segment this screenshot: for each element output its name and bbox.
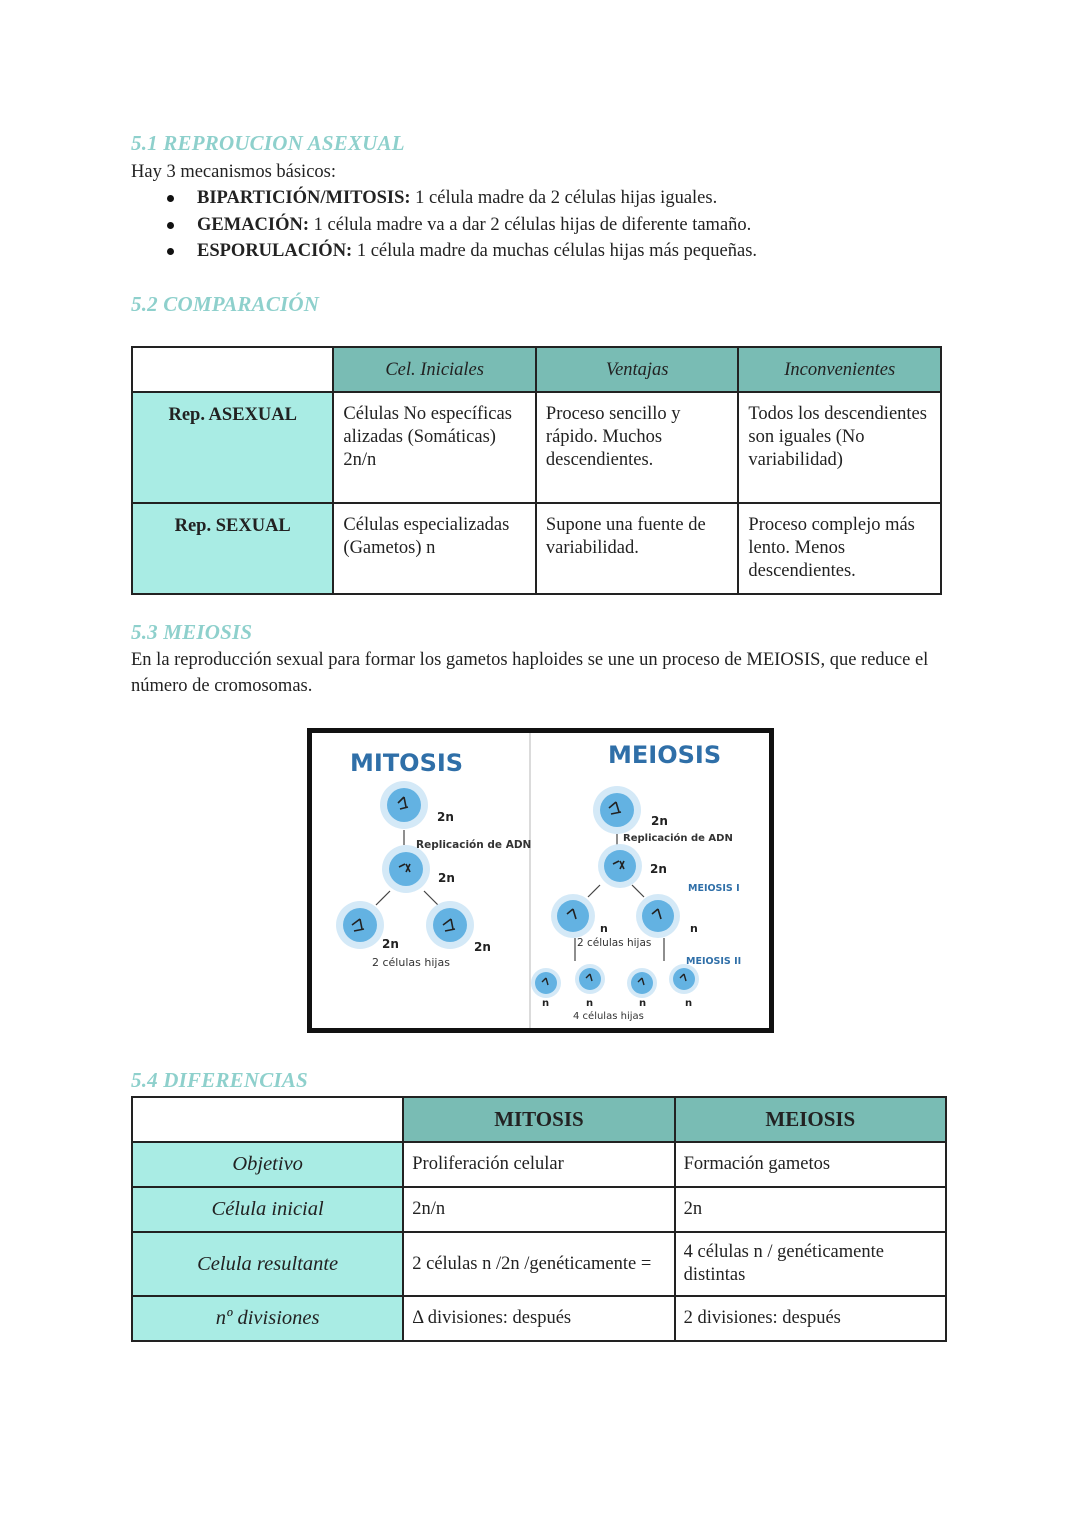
replication-label: Replicación de ADN [623, 833, 733, 844]
cell-icon [636, 894, 680, 938]
table-cell: 4 células n / genéticamente distintas [675, 1232, 946, 1296]
cell-icon [336, 901, 384, 949]
table-row [132, 1187, 946, 1232]
ploidy-label: 2n [437, 810, 454, 824]
table-cell: 2 células n /2n /genéticamente = [403, 1232, 674, 1296]
ploidy-label: 2n [651, 814, 668, 828]
table-cell: Proliferación celular [403, 1142, 674, 1187]
bullet-icon [167, 222, 174, 229]
meiosis-paragraph: En la reproducción sexual para formar los gametos haploides se une un proceso de MEIOSIS, que reduce el número de cromosomas. [131, 650, 929, 696]
table-cell: Proceso complejo más lento. Menos descendientes. [738, 503, 941, 594]
bullet-text: 1 célula madre va a dar 2 células hijas de diferente tamaño. [309, 214, 752, 235]
table-cell: Células especializadas (Gametos) n [333, 503, 536, 594]
table-header-row [132, 347, 941, 392]
bullet-icon [167, 195, 174, 202]
row-header: Rep. SEXUAL [132, 503, 333, 594]
column-header: Cel. Iniciales [333, 347, 536, 392]
table-cell: 2n [675, 1187, 946, 1232]
section-heading-meiosis: 5.3 MEIOSIS [131, 620, 253, 644]
list-item [131, 185, 931, 212]
ploidy-label: n [690, 922, 698, 935]
table-cell: 2n/n [403, 1187, 674, 1232]
cell-icon [382, 845, 430, 893]
cell-icon [598, 844, 642, 888]
daughter-cells-label: 4 células hijas [573, 1011, 644, 1022]
ploidy-label: 2n [650, 862, 667, 876]
cell-icon [551, 894, 595, 938]
column-header: Inconvenientes [738, 347, 941, 392]
cell-icon [531, 968, 561, 998]
table-cell: Todos los descendientes son iguales (No variabilidad) [738, 392, 941, 503]
cell-icon [426, 901, 474, 949]
row-header: nº divisiones [132, 1296, 403, 1341]
table-header-row [132, 1097, 946, 1142]
diagram-graphics [312, 733, 769, 1028]
ploidy-label: n [600, 922, 608, 935]
ploidy-label: 2n [382, 937, 399, 951]
ploidy-label: n [685, 998, 693, 1009]
column-header: Ventajas [536, 347, 739, 392]
bullet-term: ESPORULACIÓN: [197, 241, 353, 261]
mitosis-title: MITOSIS [350, 749, 464, 777]
meiosis-stage-label: MEIOSIS I [688, 883, 740, 894]
table-cell: Formación gametos [675, 1142, 946, 1187]
cell-icon [380, 781, 428, 829]
section-heading-comparison: 5.2 COMPARACIÓN [131, 292, 320, 316]
daughter-cells-label: 2 células hijas [577, 937, 652, 949]
table-cell: Proceso sencillo y rápido. Muchos descendientes. [536, 392, 739, 503]
ploidy-label: n [542, 998, 550, 1009]
asexual-intro: Hay 3 mecanismos básicos: [131, 162, 336, 182]
mitosis-meiosis-diagram [307, 728, 774, 1033]
row-header: Objetivo [132, 1142, 403, 1187]
ploidy-label: 2n [438, 871, 455, 885]
column-header: MITOSIS [403, 1097, 674, 1142]
empty-corner-cell [132, 347, 333, 392]
differences-table [131, 1096, 947, 1342]
mechanism-list [131, 185, 931, 265]
table-row [132, 1142, 946, 1187]
row-header: Célula inicial [132, 1187, 403, 1232]
table-row [132, 392, 941, 503]
table-row [132, 1232, 946, 1296]
meiosis-stage-label: MEIOSIS II [686, 956, 742, 967]
meiosis-title: MEIOSIS [608, 741, 722, 769]
bullet-term: BIPARTICIÓN/MITOSIS: [197, 188, 411, 208]
table-row [132, 503, 941, 594]
list-item [131, 238, 931, 265]
replication-label: Replicación de ADN [416, 839, 532, 851]
daughter-cells-label: 2 células hijas [372, 956, 450, 969]
comparison-table [131, 346, 942, 595]
ploidy-label: n [586, 998, 594, 1009]
cell-icon [627, 968, 657, 998]
table-cell: Supone una fuente de variabilidad. [536, 503, 739, 594]
list-item [131, 212, 931, 239]
bullet-text: 1 célula madre da 2 células hijas iguales. [410, 188, 718, 208]
ploidy-label: n [639, 998, 647, 1009]
column-header: MEIOSIS [675, 1097, 946, 1142]
section-heading-differences: 5.4 DIFERENCIAS [131, 1068, 308, 1092]
row-header: Rep. ASEXUAL [132, 392, 333, 503]
bullet-term: GEMACIÓN: [197, 214, 310, 235]
ploidy-label: 2n [474, 940, 491, 954]
row-header: Celula resultante [132, 1232, 403, 1296]
bullet-icon [167, 248, 174, 255]
section-heading-asexual: 5.1 REPROUCION ASEXUAL [131, 131, 405, 155]
cell-icon [669, 964, 699, 994]
table-row [132, 1296, 946, 1341]
cell-icon [575, 964, 605, 994]
empty-corner-cell [132, 1097, 403, 1142]
table-cell: 2 divisiones: después [675, 1296, 946, 1341]
table-cell: Δ divisiones: después [403, 1296, 674, 1341]
cell-icon [593, 786, 641, 834]
table-cell: Células No específicas alizadas (Somáticas) 2n/n [333, 392, 536, 503]
bullet-text: 1 célula madre da muchas células hijas más pequeñas. [352, 241, 758, 261]
